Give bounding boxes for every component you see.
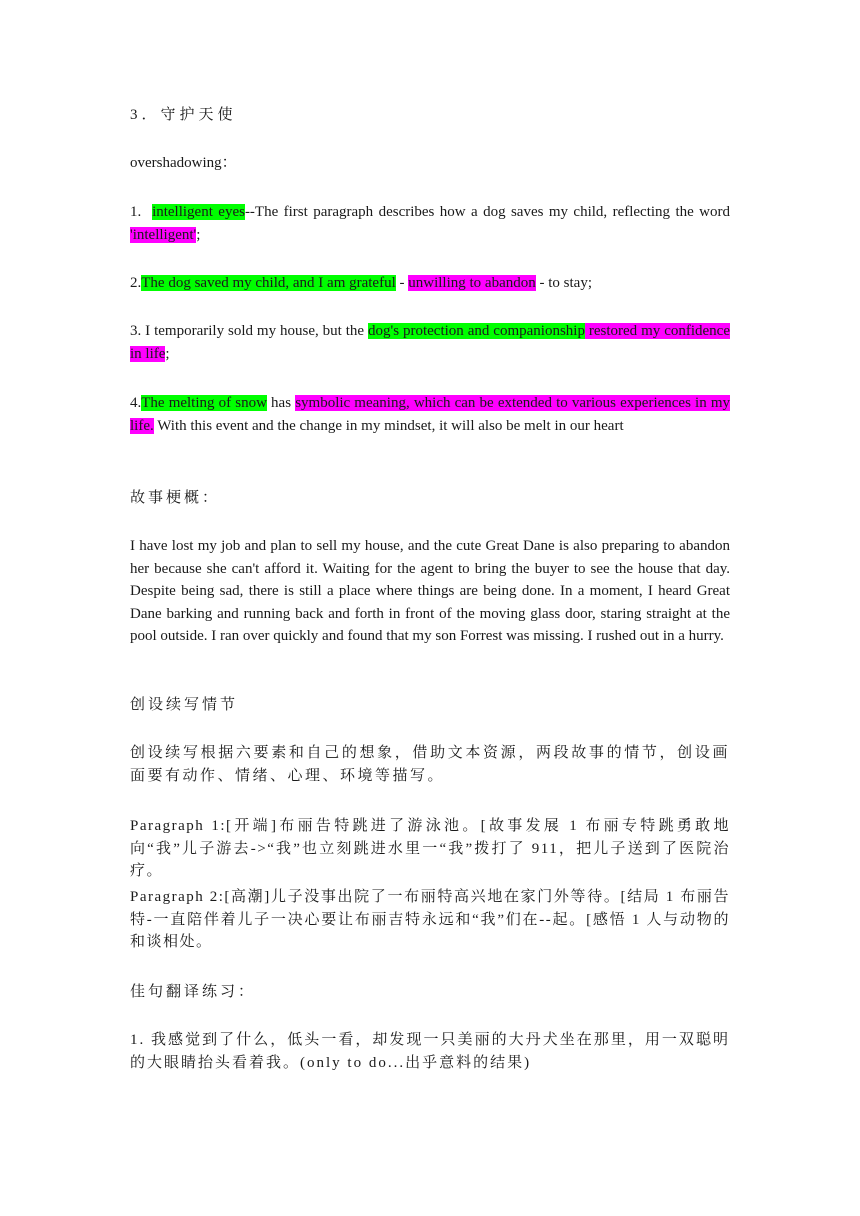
highlight-green: The melting of snow bbox=[141, 395, 267, 411]
summary-label: 故事梗概： bbox=[130, 490, 221, 506]
item-prefix: 2. bbox=[130, 275, 142, 291]
highlight-green: dog's protection and companionship bbox=[368, 323, 585, 339]
translation-label: 佳句翻译练习： bbox=[130, 984, 257, 1000]
item-text: has bbox=[266, 395, 296, 411]
item-text-end: With this event and the change in my mindset, it will also be melt in our heart bbox=[153, 417, 624, 434]
highlight-magenta: 'intelligent' bbox=[130, 226, 197, 243]
highlight-green: intelligent eyes bbox=[152, 204, 245, 220]
highlight-magenta: restored my confidence in life bbox=[130, 323, 730, 362]
translation-item-1: 1. 我感觉到了什么，低头一看，却发现一只美丽的大丹犬坐在那里，用一双聪明的大眼睛抬头看着我。(only to do...出乎意料的结果) bbox=[130, 1032, 730, 1071]
list-item-3 bbox=[130, 320, 730, 365]
list-item-2 bbox=[130, 272, 730, 295]
plot-text: 创设续写根据六要素和自己的想象，借助文本资源，两段故事的情节，创设画面要有动作、情绪、心理、环境等描写。 bbox=[130, 745, 730, 784]
item-prefix: 3. I temporarily sold my house, but the bbox=[130, 323, 369, 339]
highlight-green: The dog saved my child, and I am grateful bbox=[141, 275, 396, 291]
list-item-4 bbox=[130, 392, 730, 437]
item-text: - bbox=[395, 275, 409, 291]
overshadowing-label: overshadowing： bbox=[130, 155, 237, 171]
list-item-1 bbox=[130, 201, 730, 246]
section-heading: 3．守护天使 bbox=[130, 107, 237, 123]
item-prefix: 4. bbox=[130, 395, 142, 411]
item-prefix: 1. bbox=[130, 204, 153, 220]
item-text-end: - to stay; bbox=[535, 275, 593, 291]
highlight-magenta: unwilling to abandon bbox=[408, 275, 536, 291]
paragraph-2-outline: Paragraph 2:[高潮]儿子没事出院了一布丽特高兴地在家门外等待。[结局 1 布丽告特-一直陪伴着儿子一决心要让布丽吉特永远和“我”们在--起。[感悟 1 人与动物的和谈相处。 bbox=[130, 889, 730, 950]
highlight-magenta: symbolic meaning, which can be extended to various experiences in my life. bbox=[130, 395, 731, 434]
item-text: --The first paragraph describes how a dog saves my child, reflecting the word bbox=[244, 204, 730, 220]
item-text-end: ; bbox=[196, 226, 201, 243]
paragraph-1-outline: Paragraph 1:[开端]布丽告特跳进了游泳池。[故事发展 1 布丽专特跳勇敢地向“我”儿子游去->“我”也立刻跳进水里一“我”拨打了 911，把儿子送到了医院治疗。 bbox=[130, 818, 730, 879]
item-text-end: ; bbox=[165, 345, 170, 362]
summary-text: I have lost my job and plan to sell my house, and the cute Great Dane is also preparing to abandon her because she can't afford it. Waiting for the agent to bring the buyer to see the house that day. Despite being sad, there is still a place where things are being done. In a moment, I heard Great Dane barking and running back and forth in front of the moving glass door, staring straight at the pool outside. I ran over quickly and found that my son Forrest was missing. I rushed out in a hurry. bbox=[130, 538, 730, 644]
plot-label: 创设续写情节 bbox=[130, 697, 239, 713]
